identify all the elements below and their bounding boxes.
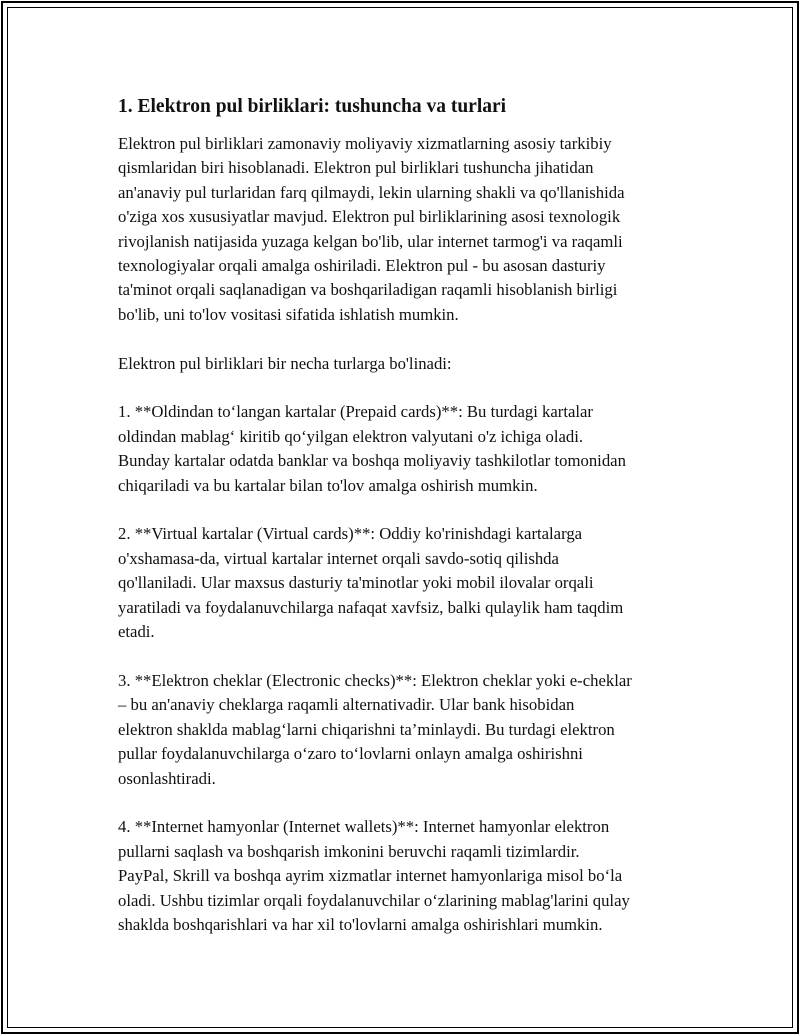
text-line: Bunday kartalar odatda banklar va boshqa moliyaviy tashkilotlar tomonidan	[118, 451, 626, 471]
text-line: 3. **Elektron cheklar (Electronic checks)**: Elektron cheklar yoki e-cheklar	[118, 670, 632, 690]
text-line: 1. **Oldindan to‘langan kartalar (Prepaid cards)**: Bu turdagi kartalar	[118, 402, 593, 422]
paragraph-internet-wallets	[118, 815, 698, 937]
text-line: oladi. Ushbu tizimlar orqali foydalanuvchilar o‘zlarining mablag'larini qulay	[118, 890, 630, 910]
text-line: pullarni saqlash va boshqarish imkonini beruvchi raqamli tizimlardir.	[118, 841, 580, 861]
document-body	[118, 92, 698, 962]
text-line: yaratiladi va foydalanuvchilarga nafaqat xavfsiz, balki qulaylik ham taqdim	[118, 597, 624, 617]
text-line: bo'lib, uni to'lov vositasi sifatida ishlatish mumkin.	[118, 304, 459, 324]
paragraph-prepaid-cards	[118, 400, 698, 498]
text-line: o'xshamasa-da, virtual kartalar internet orqali savdo-sotiq qilishda	[118, 548, 559, 568]
text-line: PayPal, Skrill va boshqa ayrim xizmatlar internet hamyonlariga misol bo‘la	[118, 866, 623, 886]
text-line: 4. **Internet hamyonlar (Internet wallets)**: Internet hamyonlar elektron	[118, 817, 610, 837]
text-line: o'ziga xos xususiyatlar mavjud. Elektron pul birliklarining asosi texnologik	[118, 207, 621, 227]
text-line: osonlashtiradi.	[118, 768, 216, 788]
text-line: pullar foydalanuvchilarga o‘zaro to‘lovlarni onlayn amalga oshirishni	[118, 744, 583, 764]
text-line: oldindan mablag‘ kiritib qo‘yilgan elektron valyutani o'z ichiga oladi.	[118, 426, 584, 446]
text-line: qismlaridan biri hisoblanadi. Elektron pul birliklari tushuncha jihatidan	[118, 158, 594, 178]
text-line: chiqariladi va bu kartalar bilan to'lov amalga oshirish mumkin.	[118, 475, 538, 495]
text-line: – bu an'anaviy cheklarga raqamli alternativadir. Ular bank hisobidan	[118, 695, 575, 715]
text-line: qo'llaniladi. Ular maxsus dasturiy ta'minotlar yoki mobil ilovalar orqali	[118, 573, 594, 593]
paragraph-types-intro	[118, 352, 698, 376]
text-line: etadi.	[118, 622, 155, 642]
text-line: Elektron pul birliklari zamonaviy moliyaviy xizmatlarning asosiy tarkibiy	[118, 134, 612, 153]
text-line: ta'minot orqali saqlanadigan va boshqariladigan raqamli hisoblanish birligi	[118, 280, 618, 300]
text-line: rivojlanish natijasida yuzaga kelgan bo'lib, ular internet tarmog'i va raqamli	[118, 231, 623, 251]
paragraph-electronic-checks	[118, 669, 698, 791]
text-line: elektron shaklda mablag‘larni chiqarishni ta’minlaydi. Bu turdagi elektron	[118, 719, 615, 739]
paragraph-intro	[118, 132, 698, 327]
text-line: Elektron pul birliklari bir necha turlarga bo'linadi:	[118, 353, 452, 373]
text-line: shaklda boshqarishlari va har xil to'lovlarni amalga oshirishlari mumkin.	[118, 914, 603, 934]
paragraph-virtual-cards	[118, 522, 698, 644]
section-heading: 1. Elektron pul birliklari: tushuncha va turlari	[118, 96, 507, 117]
text-line: 2. **Virtual kartalar (Virtual cards)**: Oddiy ko'rinishdagi kartalarga	[118, 524, 583, 544]
text-line: texnologiyalar orqali amalga oshiriladi. Elektron pul - bu asosan dasturiy	[118, 256, 606, 276]
text-line: an'anaviy pul turlaridan farq qilmaydi, lekin ularning shakli va qo'llanishida	[118, 182, 625, 202]
